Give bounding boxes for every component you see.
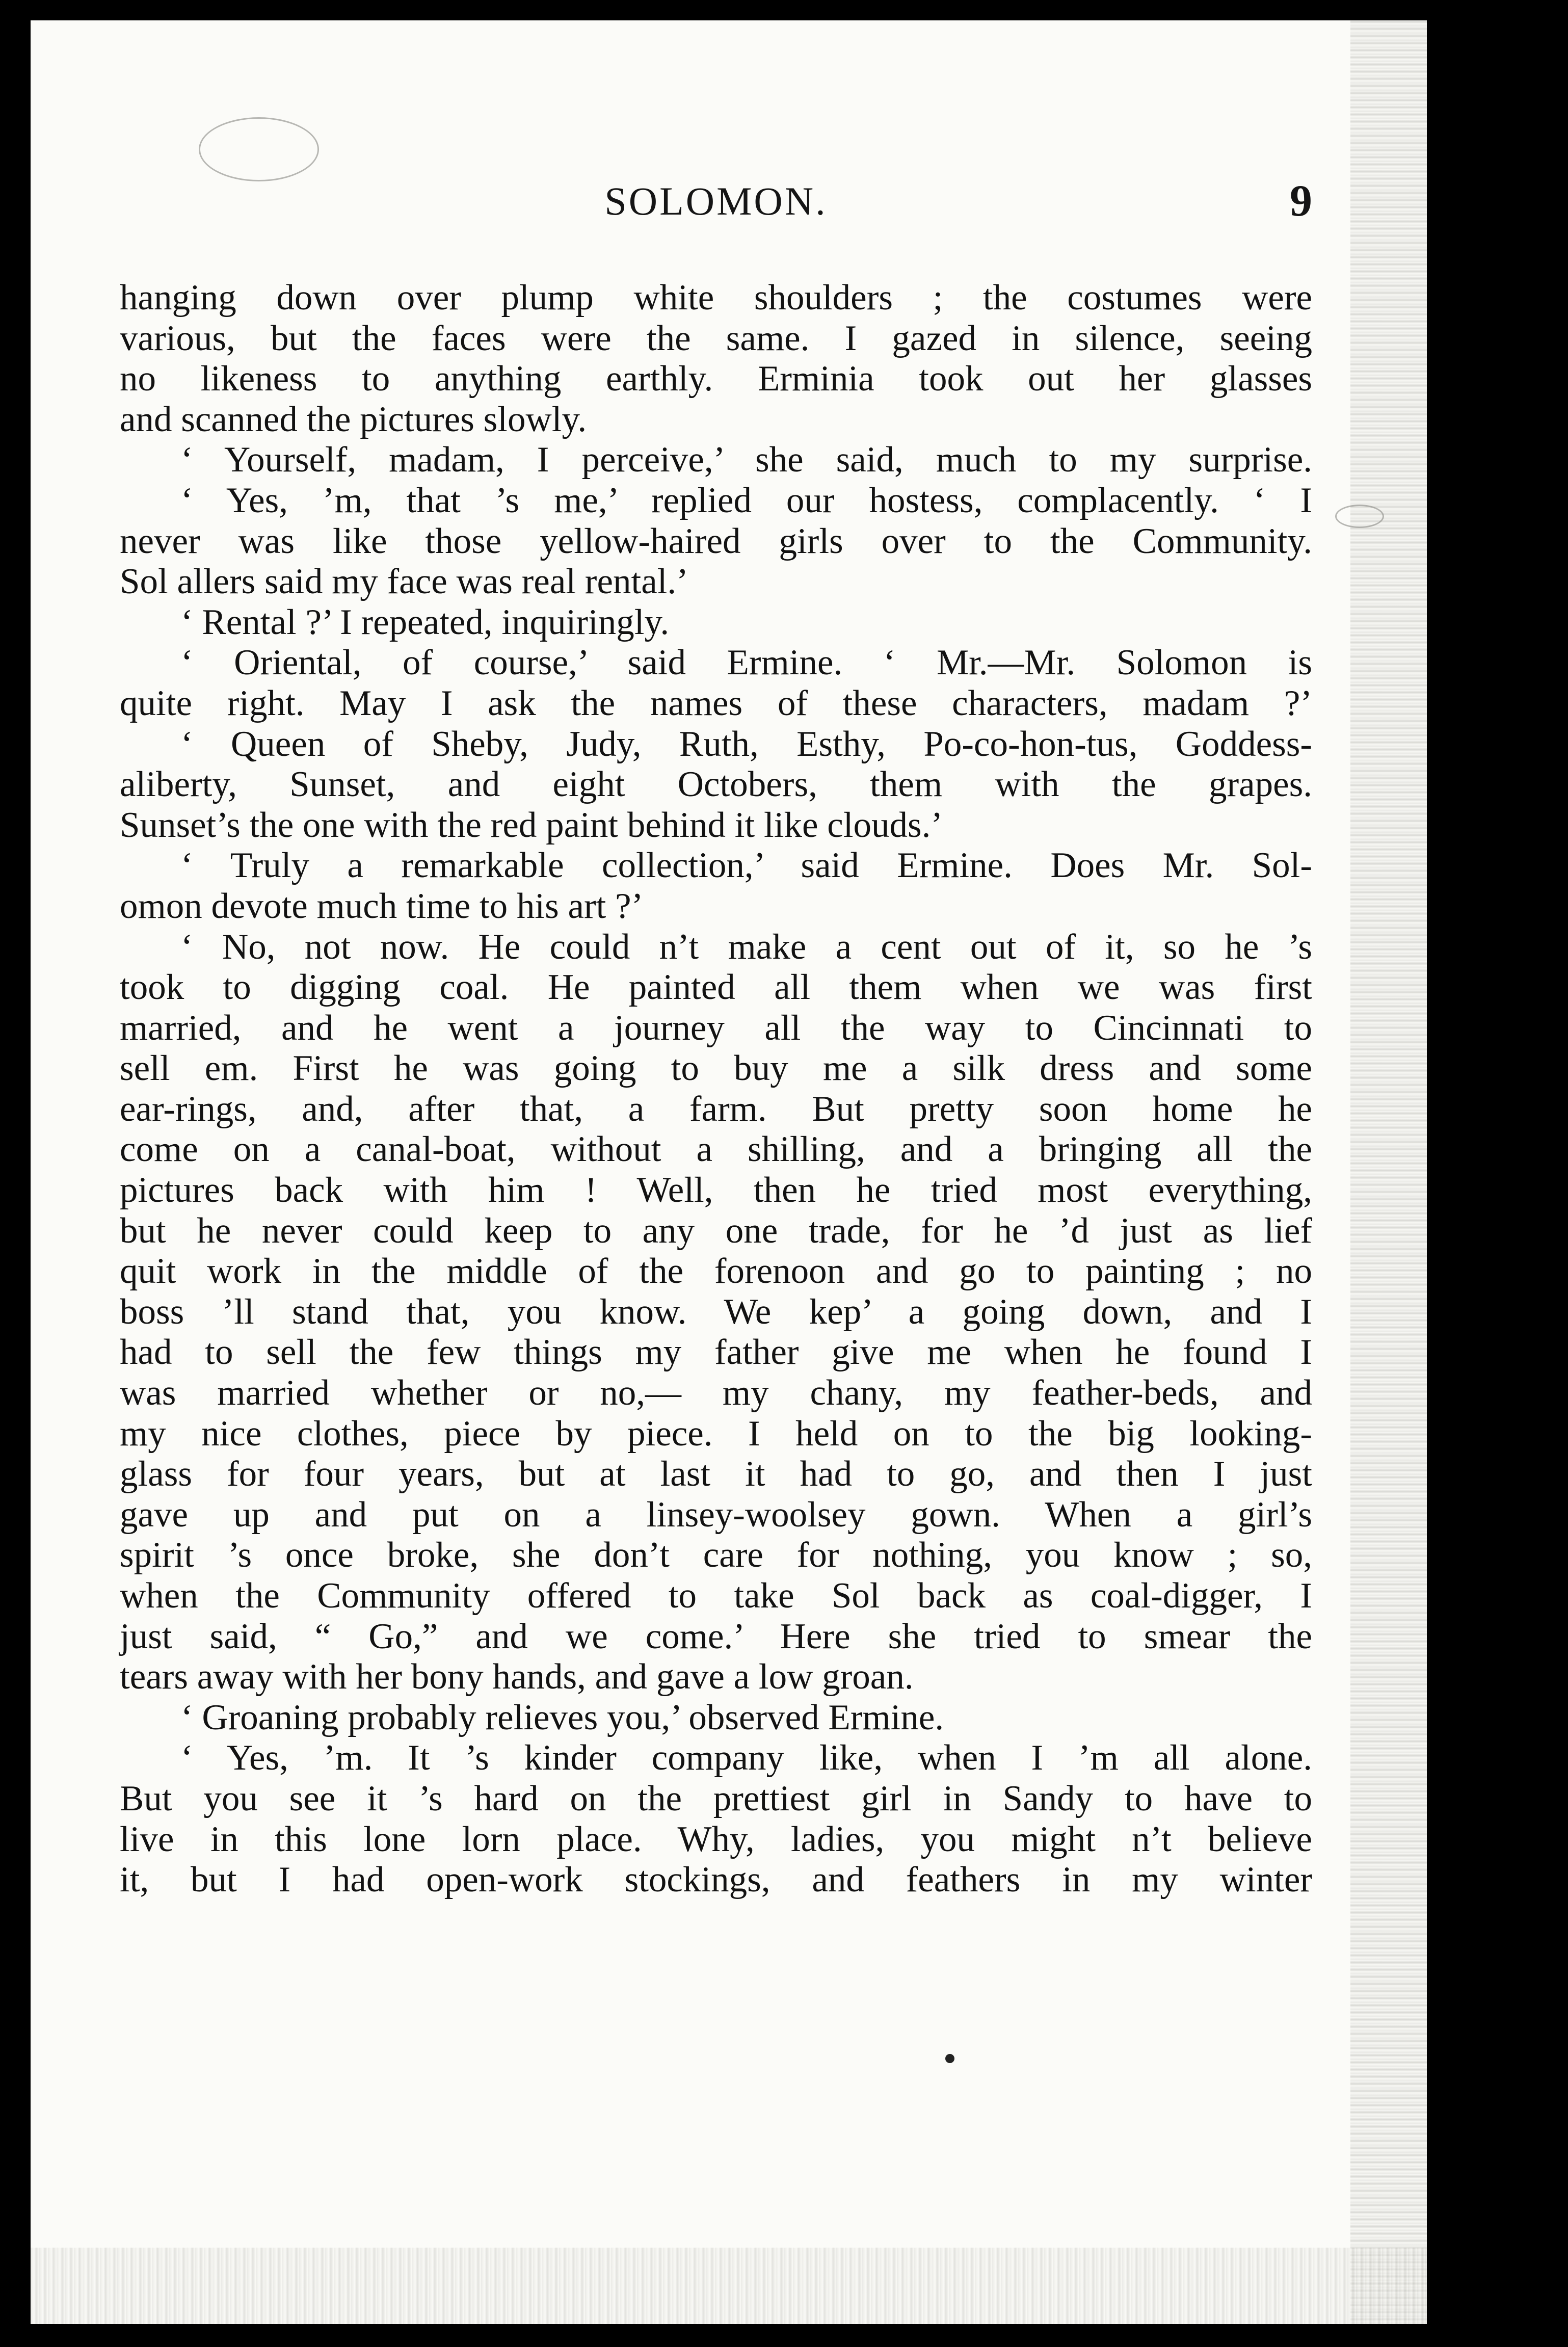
text-line: ‘ Yes, ’m. It ’s kinder company like, when I ’m all alone.: [181, 1738, 1312, 1778]
text-line: spirit ’s once broke, she don’t care for nothing, you know ; so,: [120, 1535, 1312, 1575]
text-line: glass for four years, but at last it had to go, and then I just: [120, 1454, 1312, 1494]
ink-speck: [943, 2052, 956, 2065]
scanned-page-bottom-edge: [31, 2248, 1427, 2324]
text-line: it, but I had open-work stockings, and feathers in my winter: [120, 1860, 1312, 1900]
text-line: but he never could keep to any one trade, for he ’d just as lief: [120, 1210, 1312, 1251]
text-line: omon devote much time to his art ?’: [120, 886, 644, 926]
text-line: ‘ Yourself, madam, I perceive,’ she said, much to my surprise.: [181, 440, 1312, 480]
text-line: Sunset’s the one with the red paint behind it like clouds.’: [120, 805, 943, 845]
text-line: ‘ Oriental, of course,’ said Ermine. ‘ Mr.—Mr. Solomon is: [181, 643, 1312, 683]
text-line: boss ’ll stand that, you know. We kep’ a going down, and I: [120, 1291, 1312, 1332]
pencil-scribble: [199, 117, 319, 181]
text-line: tears away with her bony hands, and gave a low groan.: [120, 1657, 914, 1697]
text-line: ‘ Groaning probably relieves you,’ observed Ermine.: [181, 1697, 944, 1737]
text-line: ‘ Queen of Sheby, Judy, Ruth, Esthy, Po-co-hon-tus, Goddess-: [181, 724, 1312, 764]
text-line: But you see it ’s hard on the prettiest girl in Sandy to have to: [120, 1778, 1312, 1818]
text-line: various, but the faces were the same. I gazed in silence, seeing: [120, 318, 1312, 358]
text-line: married, and he went a journey all the way to Cincinnati to: [120, 1008, 1312, 1048]
text-line: aliberty, Sunset, and eight Octobers, them with the grapes.: [120, 764, 1312, 805]
margin-mark: [1335, 505, 1384, 528]
text-line: gave up and put on a linsey-woolsey gown. When a girl’s: [120, 1494, 1312, 1535]
text-line: come on a canal-boat, without a shilling, and a bringing all the: [120, 1129, 1312, 1170]
text-line: sell em. First he was going to buy me a silk dress and some: [120, 1048, 1312, 1089]
text-line: ‘ Truly a remarkable collection,’ said Ermine. Does Mr. Sol-: [181, 846, 1312, 886]
text-line: quite right. May I ask the names of these characters, madam ?’: [120, 683, 1312, 723]
book-page: [31, 20, 1427, 2324]
page-number: 9: [1290, 176, 1312, 226]
scanned-page-edge: [1350, 20, 1427, 2324]
text-line: had to sell the few things my father give me when he found I: [120, 1332, 1312, 1373]
text-line: ‘ Rental ?’ I repeated, inquiringly.: [181, 602, 670, 642]
text-line: no likeness to anything earthly. Erminia took out her glasses: [120, 359, 1312, 399]
text-line: ear-rings, and, after that, a farm. But pretty soon home he: [120, 1089, 1312, 1129]
body-text: [120, 278, 1312, 1901]
text-line: live in this lone lorn place. Why, ladies, you might n’t believe: [120, 1819, 1312, 1859]
running-head: SOLOMON.: [604, 179, 828, 223]
text-line: ‘ No, not now. He could n’t make a cent out of it, so he ’s: [181, 927, 1312, 967]
text-line: quit work in the middle of the forenoon and go to painting ; no: [120, 1251, 1312, 1291]
text-line: my nice clothes, piece by piece. I held on to the big looking-: [120, 1413, 1312, 1454]
text-line: was married whether or no,— my chany, my feather-beds, and: [120, 1373, 1312, 1413]
text-line: pictures back with him ! Well, then he tried most everything,: [120, 1170, 1312, 1210]
text-line: ‘ Yes, ’m, that ’s me,’ replied our hostess, complacently. ‘ I: [181, 480, 1312, 520]
text-line: never was like those yellow-haired girls over to the Community.: [120, 521, 1312, 561]
text-line: and scanned the pictures slowly.: [120, 399, 587, 439]
page-header: [120, 178, 1312, 229]
text-line: took to digging coal. He painted all them when we was first: [120, 967, 1312, 1008]
text-line: Sol allers said my face was real rental.’: [120, 562, 688, 602]
text-line: just said, “ Go,” and we come.’ Here she tried to smear the: [120, 1616, 1312, 1656]
text-line: when the Community offered to take Sol back as coal-digger, I: [120, 1576, 1312, 1616]
text-line: hanging down over plump white shoulders ; the costumes were: [120, 278, 1312, 318]
